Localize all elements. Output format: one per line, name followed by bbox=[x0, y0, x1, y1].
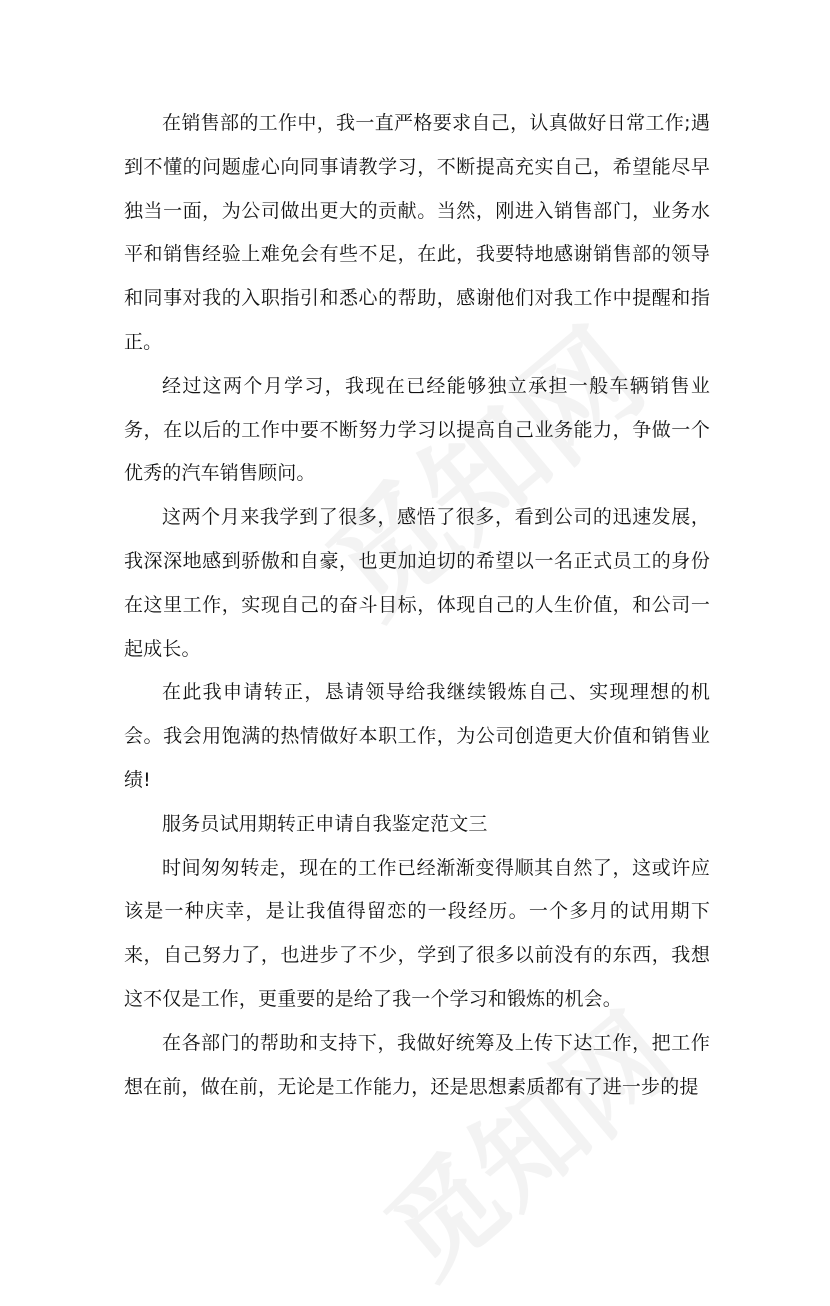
document-body bbox=[124, 102, 710, 1109]
section-heading: 服务员试用期转正申请自我鉴定范文三 bbox=[162, 812, 488, 835]
paragraph: 在销售部的工作中，我一直严格要求自己，认真做好日常工作;遇到不懂的问题虚心向同事请教学习，不断提高充实自己，希望能尽早独当一面，为公司做出更大的贡献。当然，刚进入销售部门，业务水平和销售经验上难免会有些不足，在此，我要特地感谢销售部的领导和同事对我的入职指引和悉心的帮助，感谢他们对我工作中提醒和指正。 bbox=[124, 112, 710, 353]
paragraph: 在此我申请转正，恳请领导给我继续锻炼自己、实现理想的机会。我会用饱满的热情做好本职工作，为公司创造更大价值和销售业绩! bbox=[124, 681, 710, 791]
paragraph: 在各部门的帮助和支持下，我做好统筹及上传下达工作，把工作想在前，做在前，无论是工作能力，还是思想素质都有了进一步的提 bbox=[124, 1031, 710, 1098]
paragraph: 这两个月来我学到了很多，感悟了很多，看到公司的迅速发展，我深深地感到骄傲和自豪，也更加迫切的希望以一名正式员工的身份在这里工作，实现自己的奋斗目标，体现自己的人生价值，和公司一起成长。 bbox=[124, 506, 710, 660]
paragraph: 时间匆匆转走，现在的工作已经渐渐变得顺其自然了，这或许应该是一种庆幸，是让我值得留恋的一段经历。一个多月的试用期下来，自己努力了，也进步了不少，学到了很多以前没有的东西，我想这不仅是工作，更重要的是给了我一个学习和锻炼的机会。 bbox=[124, 856, 710, 1010]
paragraph: 经过这两个月学习，我现在已经能够独立承担一般车辆销售业务，在以后的工作中要不断努力学习以提高自己业务能力，争做一个优秀的汽车销售顾问。 bbox=[124, 374, 710, 485]
